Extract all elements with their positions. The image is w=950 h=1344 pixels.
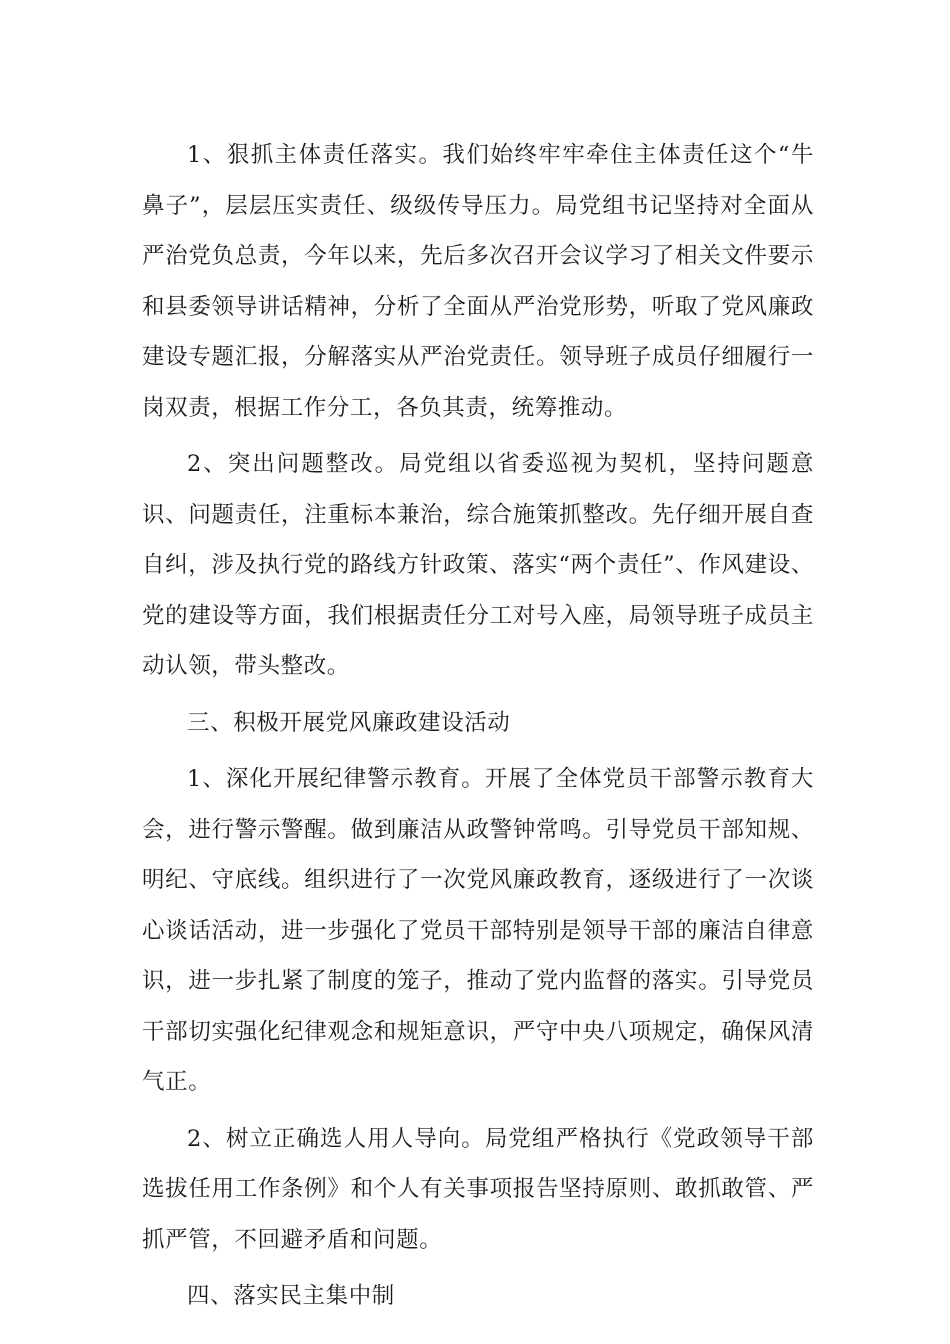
paragraph-rectification: 2、突出问题整改。局党组以省委巡视为契机，坚持问题意识、问题责任，注重标本兼治，综合施策抓整改。先仔细开展自查自纠，涉及执行党的路线方针政策、落实“两个责任”、作风建设、党的建设等方面，我们根据责任分工对号入座，局领导班子成员主动认领，带头整改。 [142,451,814,679]
document-body [142,130,814,1322]
paragraph-personnel-selection: 2、树立正确选人用人导向。局党组严格执行《党政领导干部选拔任用工作条例》和个人有关事项报告坚持原则、敢抓敢管、严抓严管，不回避矛盾和问题。 [142,1125,814,1253]
section-heading-three: 三、积极开展党风廉政建设活动 [187,709,511,736]
paragraph-responsibility: 1、狠抓主体责任落实。我们始终牢牢牵住主体责任这个“牛鼻子”，层层压实责任、级级传导压力。局党组书记坚持对全面从严治党负总责，今年以来，先后多次召开会议学习了相关文件要示和县委领导讲话精神，分析了全面从严治党形势，听取了党风廉政建设专题汇报，分解落实从严治党责任。领导班子成员仔细履行一岗双责，根据工作分工，各负其责，统筹推动。 [142,142,814,421]
section-heading-four: 四、落实民主集中制 [187,1283,395,1309]
paragraph-discipline-education: 1、深化开展纪律警示教育。开展了全体党员干部警示教育大会，进行警示警醒。做到廉洁从政警钟常鸣。引导党员干部知规、明纪、守底线。组织进行了一次党风廉政教育，逐级进行了一次谈心谈话活动，进一步强化了党员干部特别是领导干部的廉洁自律意识，进一步扎紧了制度的笼子，推动了党内监督的落实。引导党员干部切实强化纪律观念和规矩意识，严守中央八项规定，确保风清气正。 [142,766,814,1095]
